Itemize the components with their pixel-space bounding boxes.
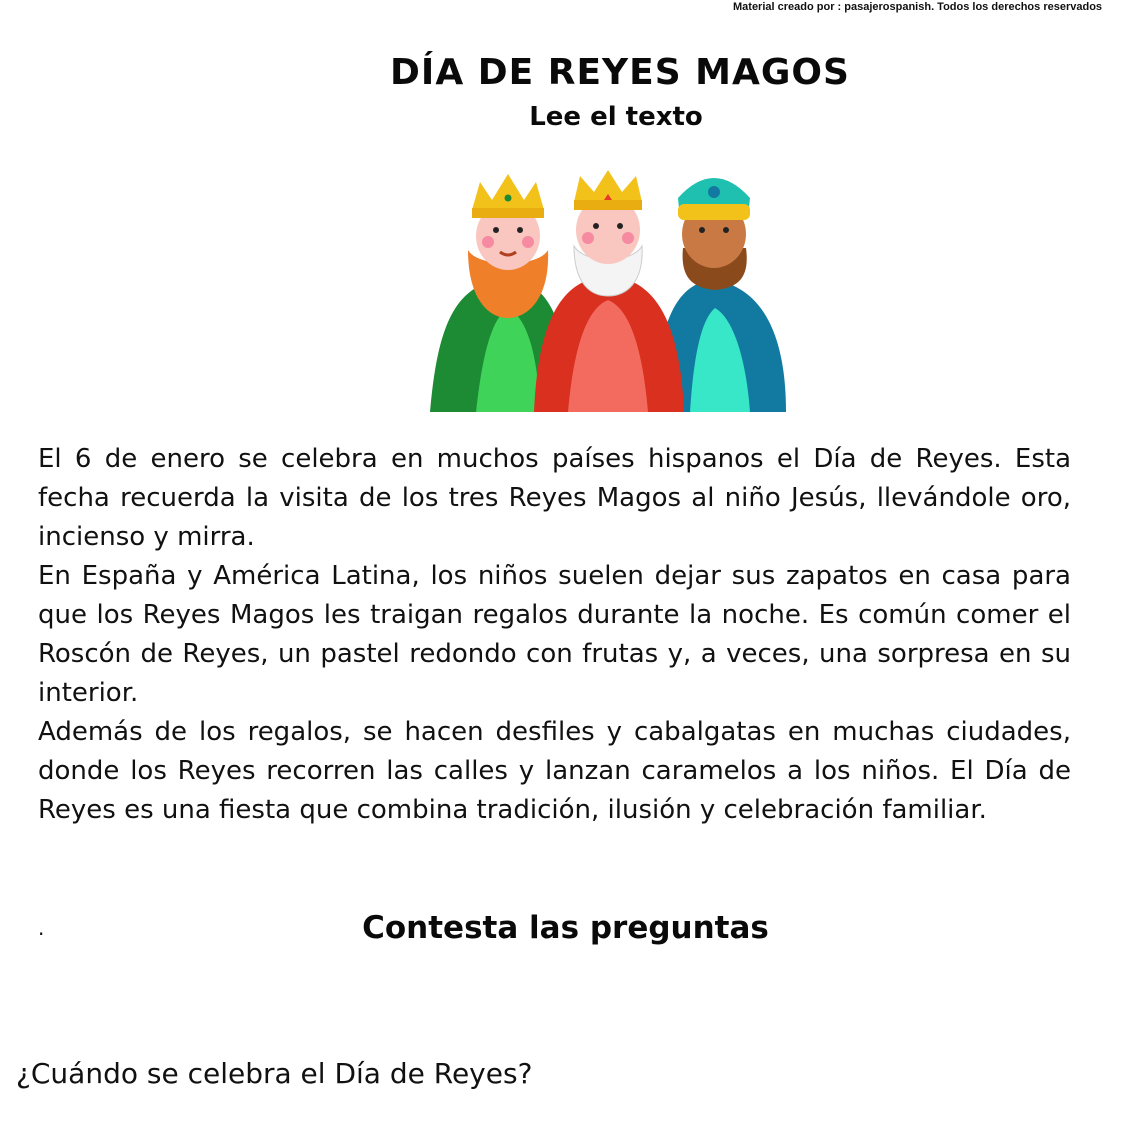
questions-heading: Contesta las preguntas xyxy=(362,910,769,946)
page-subtitle: Lee el texto xyxy=(529,102,703,132)
king-red xyxy=(534,170,684,412)
three-wise-men-illustration xyxy=(428,168,790,414)
reading-text xyxy=(38,440,1071,830)
question-1: ¿Cuándo se celebra el Día de Reyes? xyxy=(16,1057,533,1090)
stray-dot: . xyxy=(38,916,45,940)
paragraph-3: Además de los regalos, se hacen desfiles y cabalgatas en muchas ciudades, donde los Reyes recorren las calles y lanzan caramelos a los niños. El Día de Reyes es una fiesta que combina tradición, ilusión y celebración familiar. xyxy=(38,717,1071,825)
copyright-credit: Material creado por : pasajerospanish. Todos los derechos reservados xyxy=(733,1,1103,13)
page-title: DÍA DE REYES MAGOS xyxy=(390,52,850,93)
paragraph-1: El 6 de enero se celebra en muchos países hispanos el Día de Reyes. Esta fecha recuerda la visita de los tres Reyes Magos al niño Jesús, llevándole oro, incienso y mirra. xyxy=(38,444,1071,552)
paragraph-2: En España y América Latina, los niños suelen dejar sus zapatos en casa para que los Reyes Magos les traigan regalos durante la noche. Es común comer el Roscón de Reyes, un pastel redondo con frutas y, a veces, una sorpresa en su interior. xyxy=(38,561,1071,708)
